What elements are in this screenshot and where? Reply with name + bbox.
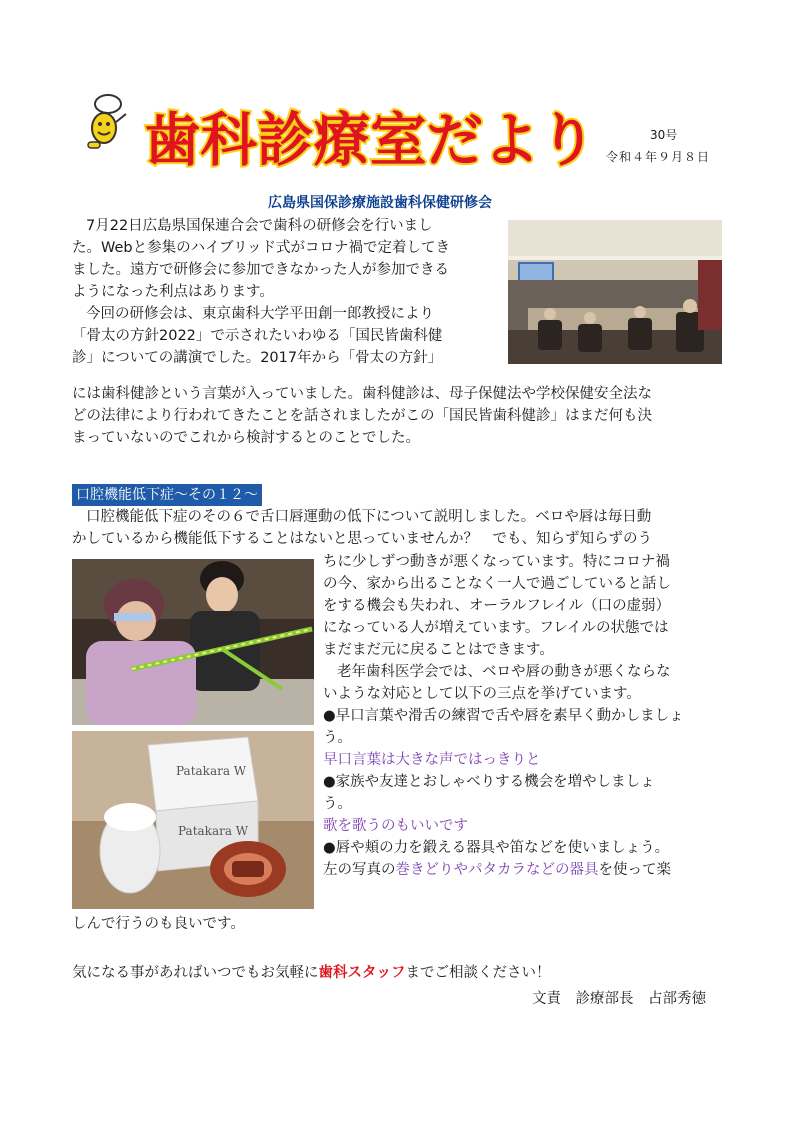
text-fragment: を使って楽 — [598, 862, 671, 878]
tooth-mascot-icon — [80, 92, 130, 152]
article1-body-wide — [72, 383, 722, 449]
bullet-item: ●唇や頬の力を鍛える器具や笛などを使いましょう。 — [323, 840, 670, 856]
bullet-item-cont: う。 — [323, 730, 352, 746]
device-photo — [72, 731, 314, 909]
text-fragment: 左の写真の — [323, 862, 396, 878]
issue-date: 令和４年９月８日 — [606, 150, 711, 164]
text-line: た。Webと参集のハイブリッド式がコロナ禍で定着してき — [72, 240, 451, 256]
text-line: の今、家から出ることなく一人で過ごしていると話し — [323, 576, 671, 592]
article2-right-column — [323, 551, 723, 881]
text-line: まっていないのでこれから検討するとのことでした。 — [72, 430, 420, 446]
article2-intro — [72, 506, 722, 550]
highlighted-text: 巻きどりやパタカラなどの器具 — [395, 862, 599, 878]
text-line: かしているから機能低下することはないと思っていませんか？ でも、知らず知らずのう — [72, 531, 652, 547]
text-line: 「骨太の方針2022」で示されたいわゆる「国民皆歯科健 — [72, 328, 443, 344]
highlighted-text: 歯科スタッフ — [318, 965, 406, 981]
text-fragment: 気になる事があればいつでもお気軽に — [72, 965, 319, 981]
text-line: 診」についての講演でした。2017年から「骨太の方針」 — [72, 350, 443, 366]
article1-heading: 広島県国保診療施設歯科保健研修会 — [268, 195, 492, 211]
text-line: ちに少しずつ動きが悪くなっています。特にコロナ禍 — [323, 554, 670, 570]
text-line: いような対応として以下の三点を挙げています。 — [323, 686, 641, 702]
text-line: になっている人が増えています。フレイルの状態では — [323, 620, 669, 636]
author-credit: 文責 診療部長 占部秀徳 — [532, 991, 706, 1007]
bullet-note: 早口言葉は大きな声ではっきりと — [323, 752, 541, 768]
seminar-photo — [508, 220, 722, 364]
issue-number: 30号 — [650, 128, 678, 142]
exercise-photo — [72, 559, 314, 725]
article2-heading: 口腔機能低下症～その１２～ — [72, 484, 262, 506]
bullet-item-cont: う。 — [323, 796, 352, 812]
text-line: をする機会も失われ、オーラルフレイル（口の虚弱） — [323, 598, 671, 614]
bullet-item: ●早口言葉や滑舌の練習で舌や唇を素早く動かしましょ — [323, 708, 684, 724]
text-line: 口腔機能低下症のその６で舌口唇運動の低下について説明しました。ベロや唇は毎日動 — [86, 509, 652, 525]
closing-message — [72, 962, 551, 984]
text-line: どの法律により行われてきたことを話されましたがこの「国民皆歯科健診」はまだ何も決 — [72, 408, 652, 424]
text-line: ようになった利点はあります。 — [72, 284, 274, 300]
bullet-note: 歌を歌うのもいいです — [323, 818, 468, 834]
text-line: ました。遠方で研修会に参加できなかった人が参加できる — [72, 262, 449, 278]
svg-text:Patakara W: Patakara W — [176, 764, 247, 778]
text-fragment: までご相談ください！ — [405, 965, 551, 981]
text-line: 7月22日広島県国保連合会で歯科の研修会を行いまし — [86, 218, 433, 234]
newsletter-title — [140, 96, 600, 176]
article1-body — [72, 215, 502, 369]
text-line: には歯科健診という言葉が入っていました。歯科健診は、母子保健法や学校保健安全法な — [72, 386, 652, 402]
svg-text:歯科診療室だより: 歯科診療室だより — [144, 106, 596, 174]
article2-tail: しんで行うのも良いです。 — [72, 916, 245, 932]
text-line: 今回の研修会は、東京歯科大学平田創一郎教授により — [86, 306, 434, 322]
text-line: まだまだ元に戻ることはできます。 — [323, 642, 554, 658]
svg-text:Patakara W: Patakara W — [178, 824, 249, 838]
text-line: 老年歯科医学会では、ベロや唇の動きが悪くならな — [337, 664, 671, 680]
bullet-item: ●家族や友達とおしゃべりする機会を増やしましょ — [323, 774, 655, 790]
text-line — [323, 859, 723, 881]
